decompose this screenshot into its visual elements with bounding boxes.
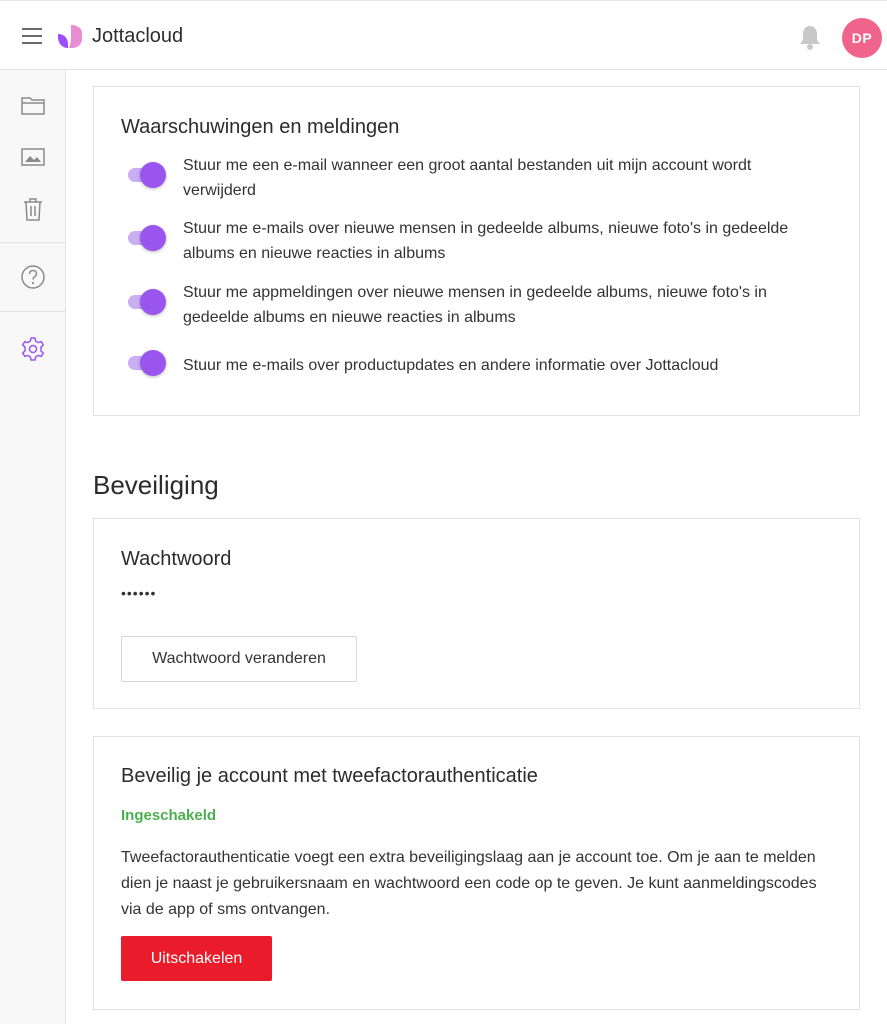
two-factor-card — [93, 736, 860, 1010]
sidebar-divider — [0, 242, 66, 243]
notification-bell-icon[interactable] — [797, 23, 823, 51]
security-heading: Beveiliging — [93, 470, 219, 500]
option-product-updates-label: Stuur me e-mails over productupdates en andere informatie over Jottacloud — [183, 357, 719, 374]
change-password-button[interactable]: Wachtwoord veranderen — [121, 636, 357, 682]
option-app-notifications-label: Stuur me appmeldingen over nieuwe mensen in gedeelde albums, nieuwe foto's in gedeelde albums en nieuwe reacties in albums — [183, 284, 767, 326]
notifications-title: Waarschuwingen en meldingen — [121, 116, 400, 138]
folder-icon[interactable] — [20, 92, 46, 118]
password-title: Wachtwoord — [121, 548, 232, 570]
settings-icon[interactable] — [20, 336, 46, 362]
photo-icon[interactable] — [20, 144, 46, 170]
disable-two-factor-button[interactable]: Uitschakelen — [121, 936, 272, 981]
option-email-shared-albums-label: Stuur me e-mails over nieuwe mensen in gedeelde albums, nieuwe foto's in gedeelde albums en nieuwe reacties in albums — [183, 220, 789, 262]
toggle-email-shared-albums[interactable] — [128, 224, 168, 250]
top-bar — [0, 0, 887, 70]
jottacloud-logo-icon[interactable] — [56, 23, 84, 49]
two-factor-status: Ingeschakeld — [121, 807, 217, 824]
user-avatar[interactable]: DP — [842, 18, 882, 58]
password-masked-value: •••••• — [121, 585, 157, 601]
notifications-card — [93, 86, 860, 416]
sidebar — [0, 70, 66, 1024]
toggle-email-deletion[interactable] — [128, 161, 168, 187]
trash-icon[interactable] — [20, 196, 46, 222]
two-factor-title: Beveilig je account met tweefactorauthenticatie — [121, 765, 538, 787]
menu-icon[interactable] — [22, 28, 42, 44]
two-factor-description: Tweefactorauthenticatie voegt een extra beveiligingslaag aan je account toe. Om je aan te melden dien je naast je gebruikersnaam en wachtwoord een code op te geven. Je kunt aanmeldingscodes via de app of sms ontvangen. — [121, 849, 817, 918]
brand-name[interactable]: Jottacloud — [92, 25, 184, 47]
sidebar-divider — [0, 311, 66, 312]
toggle-product-updates[interactable] — [128, 349, 168, 375]
password-card — [93, 518, 860, 709]
toggle-app-notifications[interactable] — [128, 288, 168, 314]
option-email-deletion-label: Stuur me een e-mail wanneer een groot aantal bestanden uit mijn account wordt verwijderd — [183, 157, 752, 199]
help-icon[interactable] — [20, 264, 46, 290]
